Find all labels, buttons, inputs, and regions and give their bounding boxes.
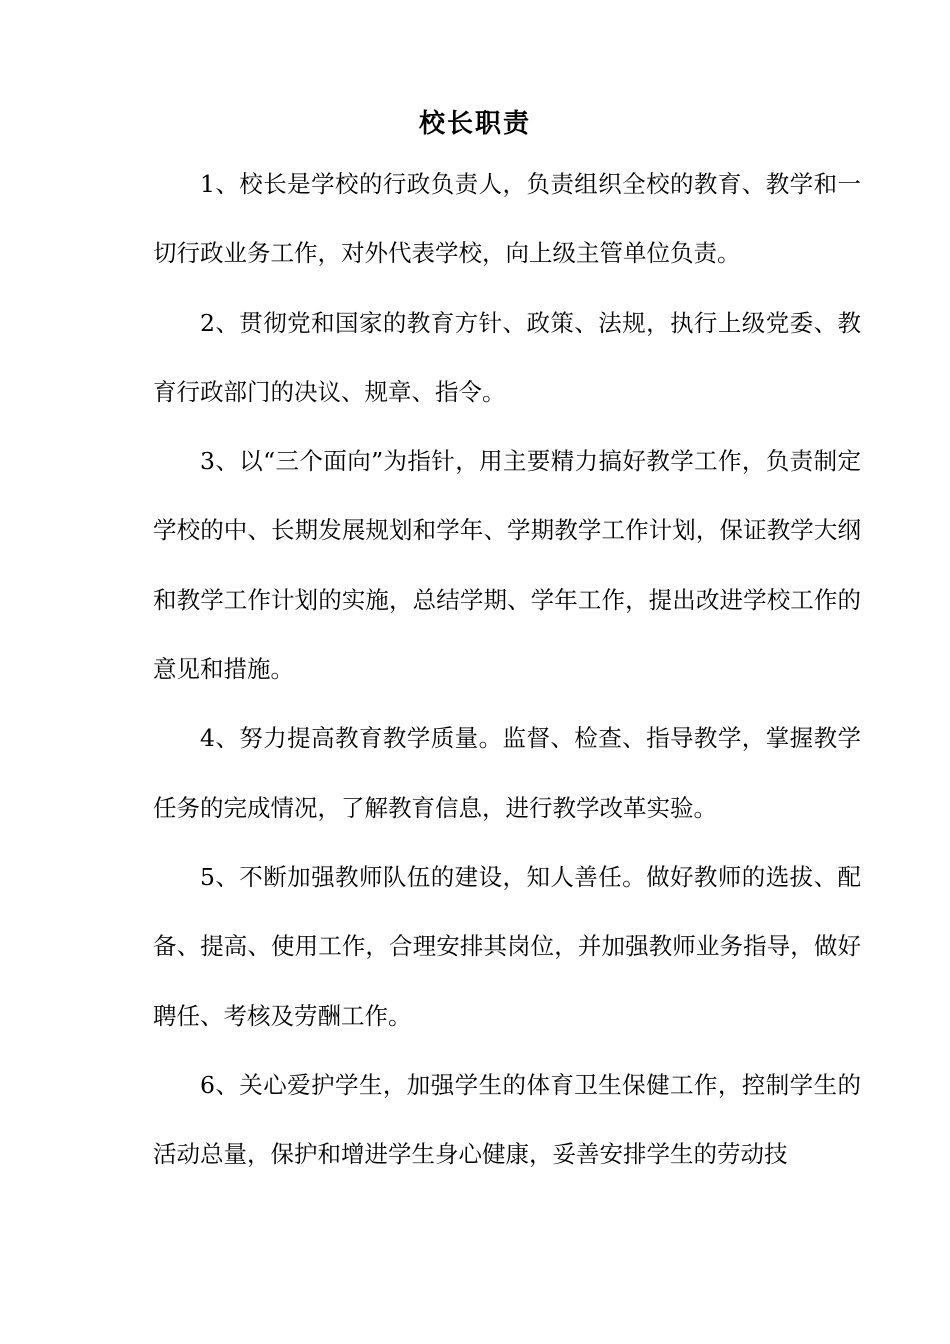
paragraph-2: 2、贯彻党和国家的教育方针、政策、法规，执行上级党委、教育行政部门的决议、规章、指令。	[153, 308, 861, 406]
document-title: 校长职责	[418, 109, 531, 139]
paragraph-4: 4、努力提高教育教学质量。监督、检查、指导教学，掌握教学任务的完成情况，了解教育信息，进行教学改革实验。	[153, 724, 861, 822]
paragraph-5: 5、不断加强教师队伍的建设，知人善任。做好教师的选拔、配备、提高、使用工作，合理安排其岗位，并加强教师业务指导，做好聘任、考核及劳酬工作。	[153, 862, 861, 1030]
paragraph-6: 6、关心爱护学生，加强学生的体育卫生保健工作，控制学生的活动总量，保护和增进学生身心健康，妥善安排学生的劳动技	[153, 1070, 861, 1169]
paragraph-1: 1、校长是学校的行政负责人，负责组织全校的教育、教学和一切行政业务工作，对外代表学校，向上级主管单位负责。	[153, 170, 861, 268]
paragraph-3: 3、以“三个面向”为指针，用主要精力搞好教学工作，负责制定学校的中、长期发展规划和学年、学期教学工作计划，保证教学大纲和教学工作计划的实施，总结学期、学年工作，提出改进学校工作的意见和措施。	[153, 447, 861, 684]
document-body	[153, 150, 861, 1189]
